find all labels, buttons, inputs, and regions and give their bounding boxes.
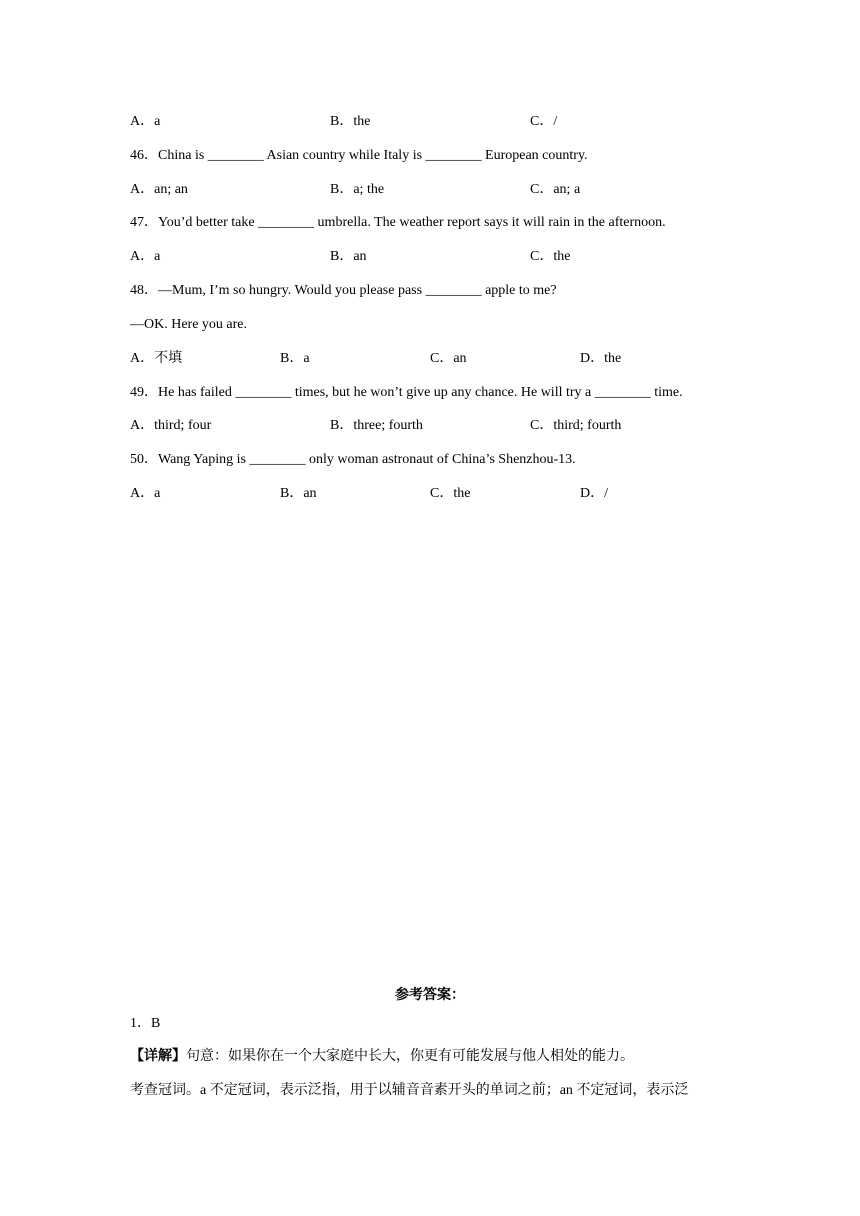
question-stem: You’d better take ________ umbrella. The weather report says it will rain in the afternoon. (158, 215, 666, 230)
option-c: C．the (530, 249, 571, 264)
option-b: B．the (330, 114, 371, 129)
detail-label: 【详解】 (130, 1049, 186, 1064)
question-number: 50． (130, 452, 158, 467)
question-50 (130, 451, 576, 469)
option-a: A．an; an (130, 182, 188, 197)
question-stem: China is ________ Asian country while Italy is ________ European country. (158, 148, 588, 163)
question-number: 48． (130, 283, 158, 298)
option-c: C．/ (530, 114, 558, 129)
option-a: A．不填 (130, 351, 183, 366)
question-number: 46． (130, 148, 158, 163)
option-a: A．third; four (130, 418, 212, 433)
answers-title: 参考答案： (395, 988, 465, 1003)
question-number: 47． (130, 215, 158, 230)
answer-detail (130, 1048, 634, 1066)
question-stem: Wang Yaping is ________ only woman astronaut of China’s Shenzhou-13. (158, 452, 576, 467)
option-b: B．an (280, 486, 317, 501)
option-b: B．three; fourth (330, 418, 423, 433)
question-48-reply: —OK. Here you are. (130, 317, 248, 332)
question-46 (130, 147, 588, 165)
option-b: B．an (330, 249, 367, 264)
option-d: D．/ (580, 486, 608, 501)
option-b: B．a; the (330, 182, 385, 197)
option-a: A．a (130, 114, 161, 129)
option-c: C．third; fourth (530, 418, 622, 433)
option-a: A．a (130, 486, 161, 501)
question-49 (130, 384, 683, 402)
question-stem: —Mum, I’m so hungry. Would you please pass ________ apple to me? (158, 283, 557, 298)
answer-analysis: 考查冠词。a 不定冠词，表示泛指，用于以辅音音素开头的单词之前；an 不定冠词，表示泛 (130, 1083, 689, 1098)
option-c: C．an; a (530, 182, 581, 197)
first-answer: 1．B (130, 1016, 161, 1031)
option-b: B．a (280, 351, 310, 366)
question-47 (130, 214, 666, 232)
question-stem: He has failed ________ times, but he won’t give up any chance. He will try a ________ time. (158, 385, 683, 400)
question-number: 49． (130, 385, 158, 400)
detail-text: 句意：如果你在一个大家庭中长大，你更有可能发展与他人相处的能力。 (186, 1049, 634, 1064)
option-a: A．a (130, 249, 161, 264)
question-48 (130, 282, 557, 300)
option-d: D．the (580, 351, 622, 366)
option-c: C．an (430, 351, 467, 366)
option-c: C．the (430, 486, 471, 501)
